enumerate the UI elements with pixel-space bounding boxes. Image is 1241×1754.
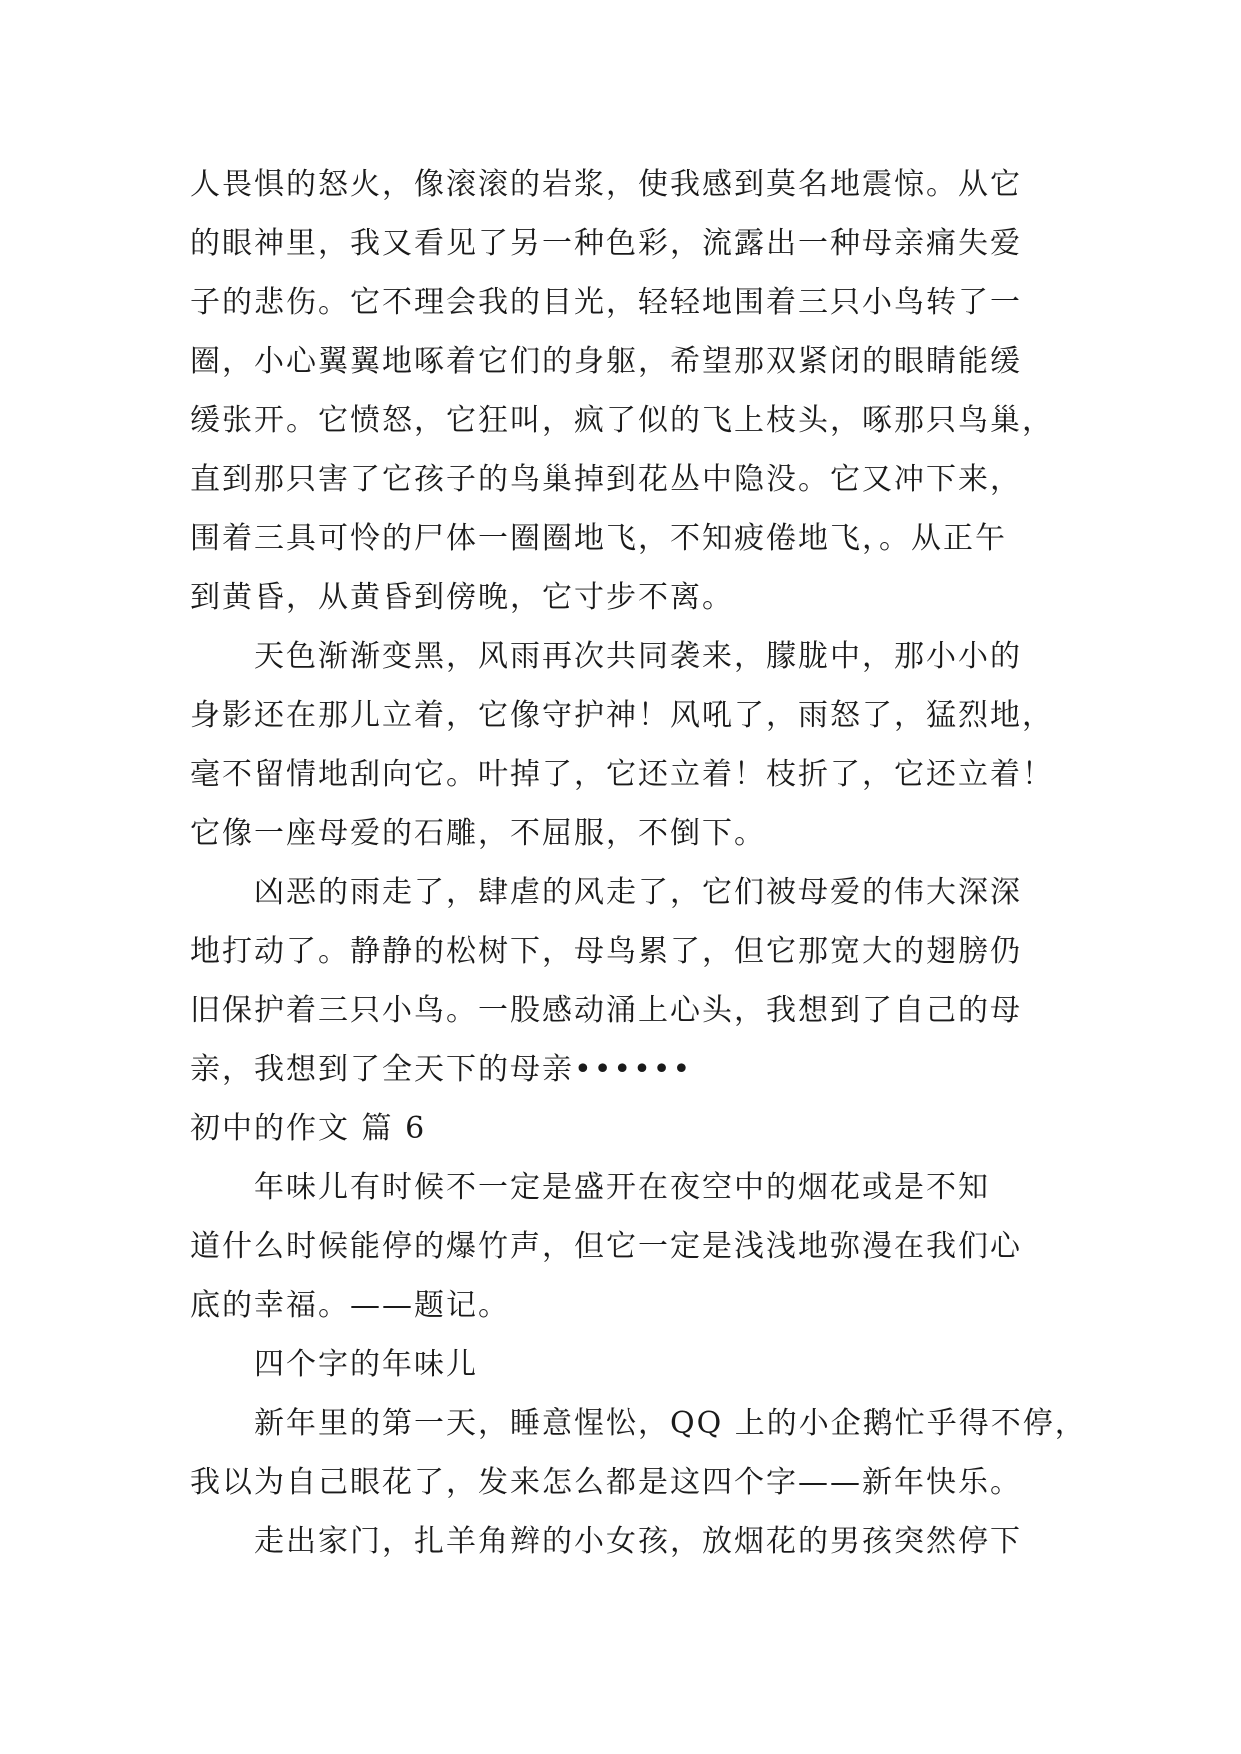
text-line: 圈，小心翼翼地啄着它们的身躯，希望那双紧闭的眼睛能缓 (190, 344, 1022, 379)
text-line: 围着三具可怜的尸体一圈圈地飞，不知疲倦地飞，。从正午 (190, 521, 1007, 556)
text-line: 毫不留情地刮向它。叶掉了，它还立着！枝折了，它还立着！ (190, 757, 1054, 792)
text-line: 地打动了。静静的松树下，母鸟累了，但它那宽大的翅膀仍 (190, 934, 1022, 969)
paragraph-start-line: 凶恶的雨走了，肆虐的风走了，它们被母爱的伟大深深 (254, 875, 1022, 910)
text-line: 底的幸福。——题记。 (190, 1288, 510, 1323)
text-line: 直到那只害了它孩子的鸟巢掉到花丛中隐没。它又冲下来， (190, 462, 1022, 497)
paragraph-start-line: 年味儿有时候不一定是盛开在夜空中的烟花或是不知 (254, 1170, 990, 1205)
essay-title: 四个字的年味儿 (254, 1347, 478, 1382)
text-line: 子的悲伤。它不理会我的目光，轻轻地围着三只小鸟转了一 (190, 285, 1022, 320)
text-line: 亲，我想到了全天下的母亲•••••• (190, 1052, 693, 1087)
text-line: 我以为自己眼花了，发来怎么都是这四个字——新年快乐。 (190, 1465, 1022, 1500)
section-heading: 初中的作文 篇 6 (190, 1111, 427, 1146)
text-line: 到黄昏，从黄昏到傍晚，它寸步不离。 (190, 580, 734, 615)
document-body (190, 155, 1087, 1571)
paragraph-start-line: 走出家门，扎羊角辫的小女孩，放烟花的男孩突然停下 (254, 1524, 1022, 1559)
text-line: 它像一座母爱的石雕，不屈服，不倒下。 (190, 816, 766, 851)
paragraph-start-line: 天色渐渐变黑，风雨再次共同袭来，朦胧中，那小小的 (254, 639, 1022, 674)
paragraph-start-line: 新年里的第一天，睡意惺忪，QQ 上的小企鹅忙乎得不停， (254, 1406, 1087, 1441)
text-line: 的眼神里，我又看见了另一种色彩，流露出一种母亲痛失爱 (190, 226, 1022, 261)
text-line: 身影还在那儿立着，它像守护神！风吼了，雨怒了，猛烈地， (190, 698, 1054, 733)
text-line: 缓张开。它愤怒，它狂叫，疯了似的飞上枝头，啄那只鸟巢， (190, 403, 1054, 438)
text-line: 旧保护着三只小鸟。一股感动涌上心头，我想到了自己的母 (190, 993, 1022, 1028)
text-line: 人畏惧的怒火，像滚滚的岩浆，使我感到莫名地震惊。从它 (190, 167, 1022, 202)
text-line: 道什么时候能停的爆竹声，但它一定是浅浅地弥漫在我们心 (190, 1229, 1022, 1264)
